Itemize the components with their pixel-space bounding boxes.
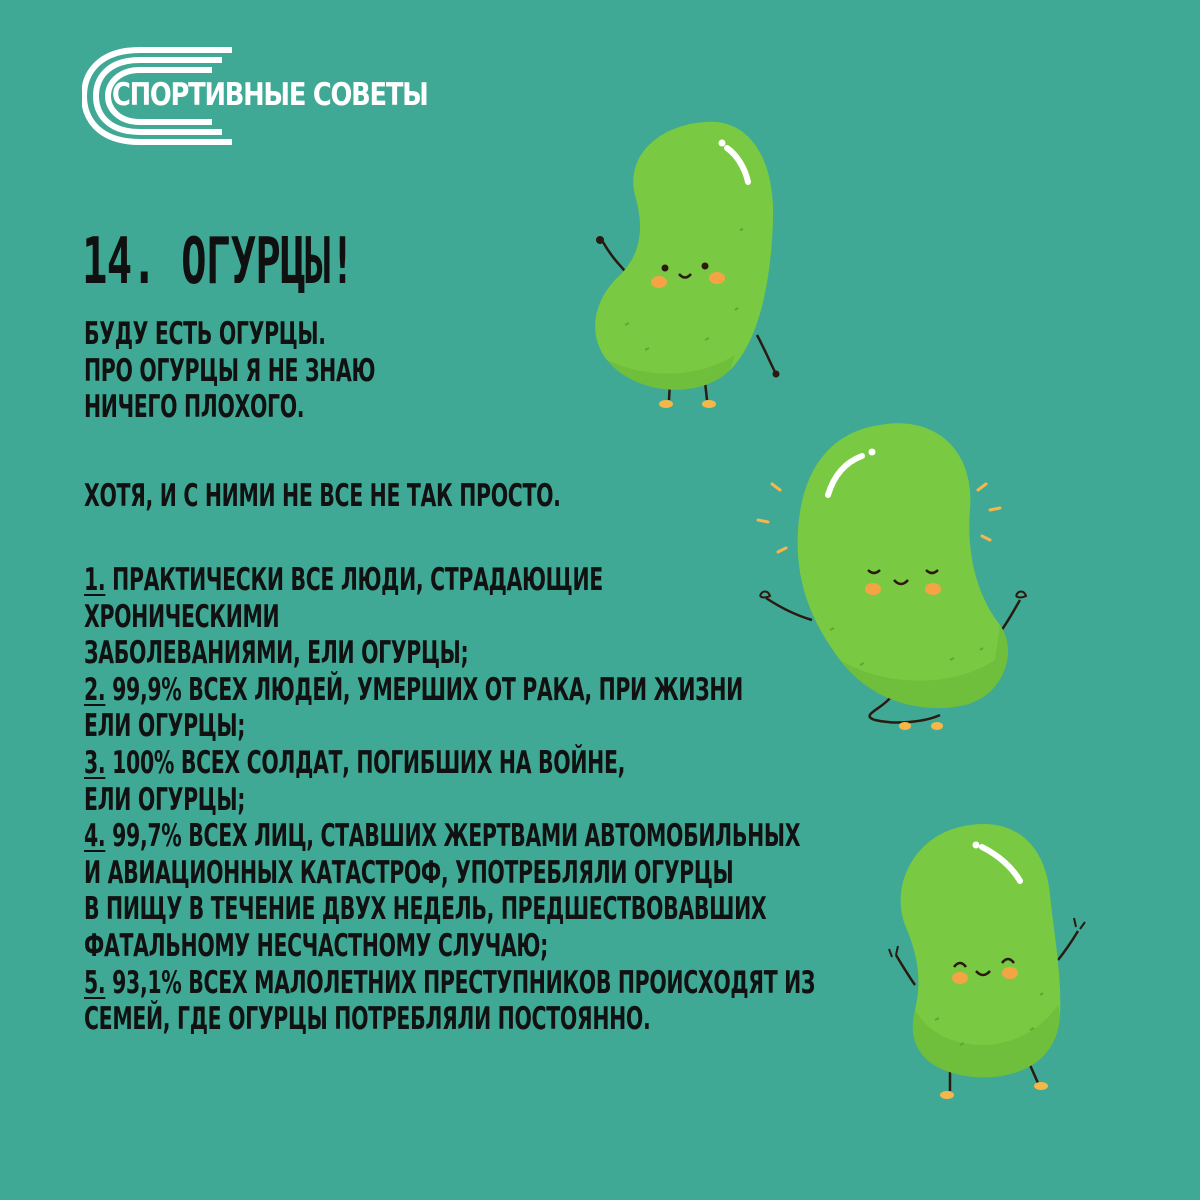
list-text: 93,1% ВСЕХ МАЛОЛЕТНИХ ПРЕСТУПНИКОВ ПРОИСХОДЯТ ИЗ [105,964,816,1001]
list-text: ПРАКТИЧЕСКИ ВСЕ ЛЮДИ, СТРАДАЮЩИЕ [105,562,603,598]
list-text: ЗАБОЛЕВАНИЯМИ, ЕЛИ ОГУРЦЫ; [84,635,469,672]
list-text: 99,9% ВСЕХ ЛЮДЕЙ, УМЕРШИХ ОТ РАКА, ПРИ ЖИЗНИ [105,671,743,708]
list-text: ЕЛИ ОГУРЦЫ; [84,708,246,745]
pickle-meditating-icon [750,410,1050,750]
list-item-5 [84,965,815,1002]
facts-list [84,562,815,1038]
list-number: 5. [84,964,106,1001]
list-item-4 [84,818,815,855]
intro-line: БУДУ ЕСТЬ ОГУРЦЫ. [84,316,326,352]
list-text: В ПИЩУ В ТЕЧЕНИЕ ДВУХ НЕДЕЛЬ, ПРЕДШЕСТВОВАВШИХ [84,891,767,928]
list-number: 2. [84,671,106,708]
pickle-waving-icon [585,110,795,420]
list-text: 99,7% ВСЕХ ЛИЦ, СТАВШИХ ЖЕРТВАМИ АВТОМОБИЛЬНЫХ [105,818,801,855]
list-item-2 [84,672,815,709]
pickle-cheering-icon [880,815,1100,1110]
brand-name: СПОРТИВНЫЕ СОВЕТЫ [112,77,428,113]
note-line: ХОТЯ, И С НИМИ НЕ ВСЕ НЕ ТАК ПРОСТО. [84,478,561,514]
list-text: ЕЛИ ОГУРЦЫ; [84,781,246,818]
list-text: ХРОНИЧЕСКИМИ [84,598,280,635]
list-text: ФАТАЛЬНОМУ НЕСЧАСТНОМУ СЛУЧАЮ; [84,927,548,964]
list-item-1 [84,562,815,599]
list-item-3 [84,745,815,782]
page-title: 14. ОГУРЦЫ! [82,225,355,299]
list-text: И АВИАЦИОННЫХ КАТАСТРОФ, УПОТРЕБЛЯЛИ ОГУРЦЫ [84,854,734,891]
list-text: СЕМЕЙ, ГДЕ ОГУРЦЫ ПОТРЕБЛЯЛИ ПОСТОЯННО. [84,1001,651,1038]
intro-line: НИЧЕГО ПЛОХОГО. [84,389,305,426]
list-number: 1. [84,562,106,598]
brand-logo [82,46,442,146]
list-text: 100% ВСЕХ СОЛДАТ, ПОГИБШИХ НА ВОЙНЕ, [105,744,626,781]
intro-line: ПРО ОГУРЦЫ Я НЕ ЗНАЮ [84,352,376,389]
note-text [84,478,561,515]
list-number: 3. [84,744,106,781]
intro-text [84,316,375,426]
list-number: 4. [84,818,106,855]
